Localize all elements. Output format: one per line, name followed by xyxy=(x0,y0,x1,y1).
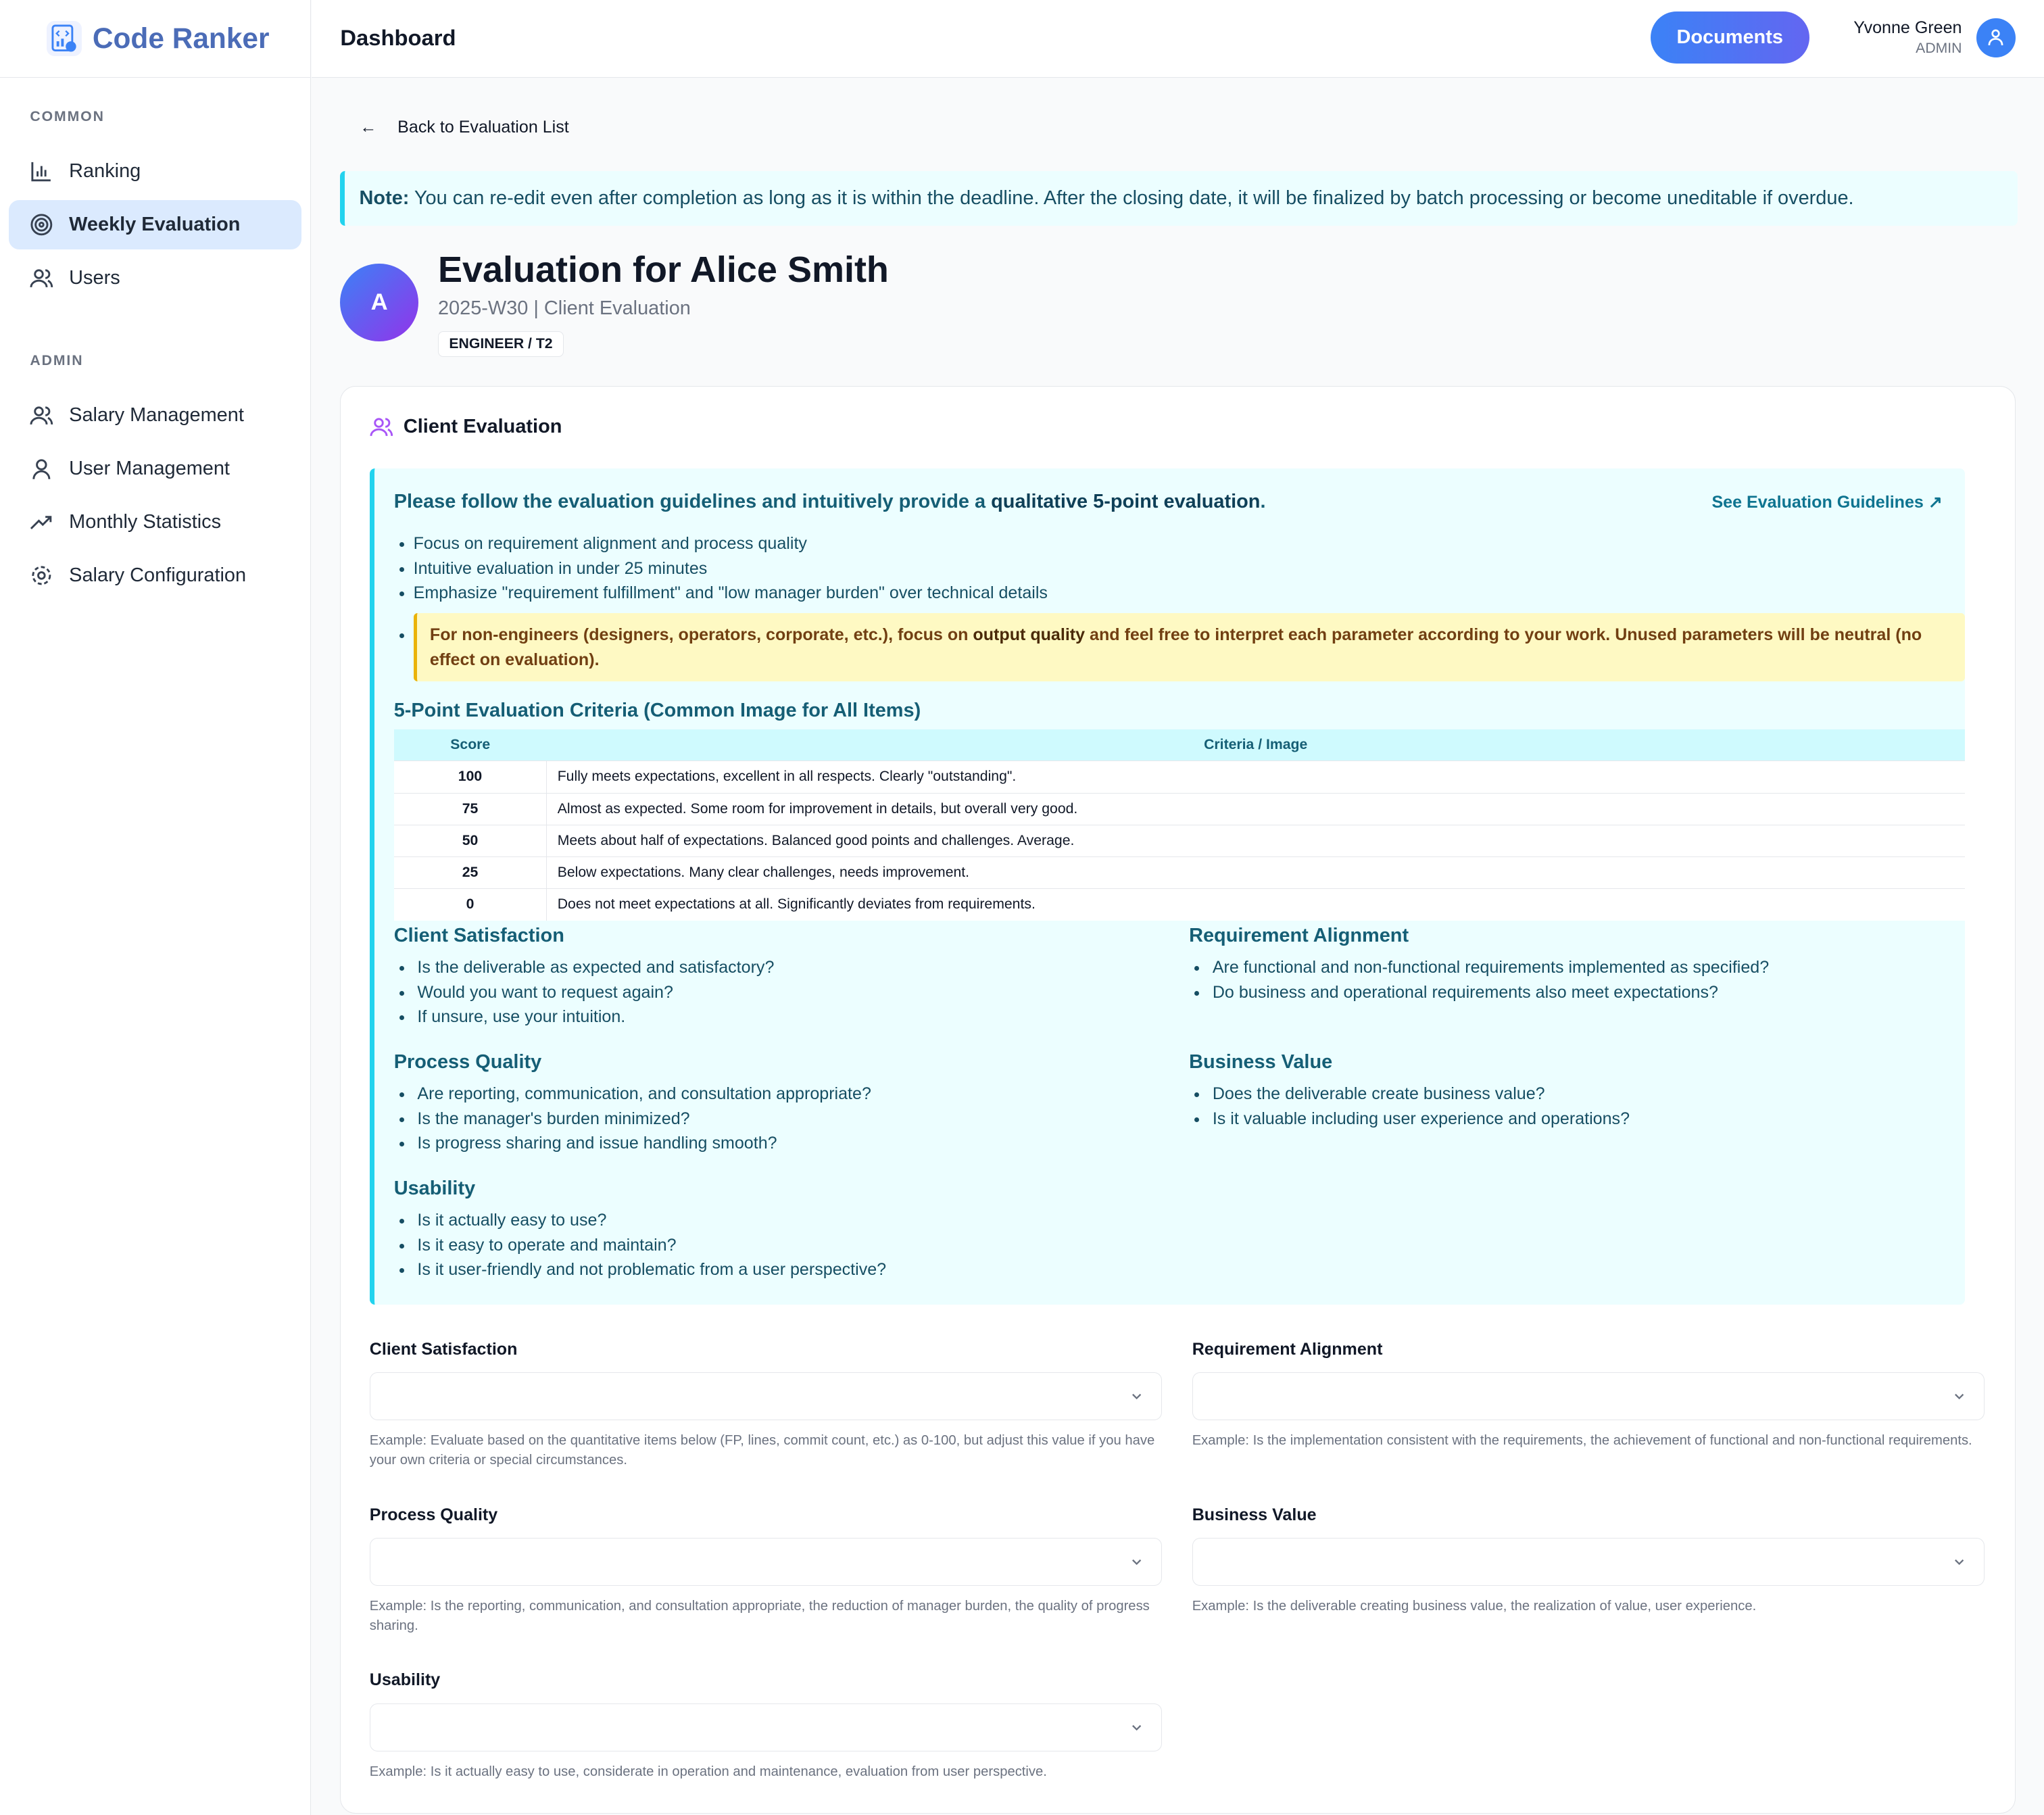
sidebar-item-label: Salary Configuration xyxy=(69,564,247,586)
sidebar-item-label: Users xyxy=(69,267,120,289)
sidebar-item-label: Salary Management xyxy=(69,404,244,426)
table-row xyxy=(394,857,1965,889)
link-label: See Evaluation Guidelines xyxy=(1711,493,1924,512)
guidelines-list xyxy=(394,531,1965,681)
requirement-alignment-select[interactable] xyxy=(1192,1372,1985,1420)
list-item: • Focus on requirement alignment and process quality xyxy=(414,531,1965,556)
list-item: • Is it user-friendly and not problematic from a user perspective? xyxy=(414,1257,1150,1282)
back-label: Back to Evaluation List xyxy=(397,117,569,137)
sidebar-item-salary-management[interactable] xyxy=(9,391,301,440)
field-client-satisfaction xyxy=(370,1340,1163,1470)
score-cell: 100 xyxy=(394,761,547,793)
target-icon xyxy=(30,213,53,237)
score-cell: 50 xyxy=(394,825,547,856)
table-row xyxy=(394,793,1965,825)
app-name: Code Ranker xyxy=(92,22,270,54)
section-label-admin: ADMIN xyxy=(30,352,84,368)
chevron-down-icon xyxy=(1953,1555,1966,1568)
field-label: Process Quality xyxy=(369,1505,498,1524)
field-hint: Example: Is the implementation consistent with the requirements, the achievement of functional and non-functional requirements. xyxy=(1192,1432,1972,1448)
section-business-value xyxy=(1189,1051,1945,1131)
sidebar xyxy=(0,0,311,1815)
chevron-down-icon xyxy=(1130,1721,1143,1734)
section-client-satisfaction xyxy=(394,925,1150,1029)
warning-post: and feel free to interpret each parameter according to your work. Unused parameters will be neutral (no effect on evaluation). xyxy=(429,625,1922,669)
note-text: You can re-edit even after completion as long as it is within the deadline. After the closing date, it will be finalized by batch processing or become uneditable if overdue. xyxy=(409,187,1854,209)
sidebar-item-monthly-statistics[interactable] xyxy=(9,498,301,547)
sidebar-item-users[interactable] xyxy=(9,253,301,303)
user-name: Yvonne Green xyxy=(1853,18,1962,37)
criteria-cell: Does not meet expectations at all. Significantly deviates from requirements. xyxy=(547,889,1965,921)
evaluatee-avatar: A xyxy=(340,264,418,342)
sidebar-item-weekly-evaluation[interactable] xyxy=(9,200,301,249)
note-banner xyxy=(340,171,2017,226)
process-quality-select[interactable] xyxy=(370,1538,1163,1586)
card-title xyxy=(370,415,562,439)
field-label: Usability xyxy=(369,1670,441,1690)
arrow-left-icon: ← xyxy=(360,117,377,137)
field-label: Client Satisfaction xyxy=(369,1339,518,1359)
chevron-down-icon xyxy=(1130,1390,1143,1403)
list-item: • Does the deliverable create business value? xyxy=(1209,1082,1945,1107)
documents-button[interactable]: Documents xyxy=(1651,11,1809,64)
score-cell: 25 xyxy=(394,857,547,889)
score-cell: 75 xyxy=(394,793,547,825)
users-icon xyxy=(370,415,393,439)
logo-icon xyxy=(47,21,82,56)
warning-bold: output quality xyxy=(973,625,1086,644)
sidebar-item-label: Weekly Evaluation xyxy=(69,214,241,236)
guidelines-panel xyxy=(370,468,1965,1304)
user-role: ADMIN xyxy=(1916,40,1962,56)
criteria-cell: Below expectations. Many clear challenges, needs improvement. xyxy=(547,857,1965,889)
field-usability xyxy=(370,1670,1163,1781)
list-item: • Is it valuable including user experience and operations? xyxy=(1209,1107,1945,1132)
sidebar-item-user-management[interactable] xyxy=(9,444,301,493)
section-title: Business Value xyxy=(1189,1051,1333,1073)
list-item: • Emphasize "requirement fulfillment" and "low manager burden" over technical details xyxy=(414,581,1965,606)
heading-bold: qualitative 5-point evaluation xyxy=(991,491,1261,513)
list-item: • Is the deliverable as expected and satisfactory? xyxy=(414,955,1150,980)
sidebar-item-salary-configuration[interactable] xyxy=(9,551,301,600)
users-icon xyxy=(30,266,53,290)
field-label: Business Value xyxy=(1192,1505,1317,1524)
criteria-title: 5-Point Evaluation Criteria (Common Image for All Items) xyxy=(393,699,921,721)
note-label: Note: xyxy=(359,187,410,209)
evaluation-subtitle: 2025-W30 | Client Evaluation xyxy=(437,297,691,319)
section-title: Process Quality xyxy=(393,1051,542,1073)
section-usability xyxy=(394,1178,1150,1282)
client-evaluation-card xyxy=(340,386,2015,1814)
trending-up-icon xyxy=(30,510,53,534)
list-item: • Do business and operational requirements also meet expectations? xyxy=(1209,980,1945,1005)
warning-pre: For non-engineers (designers, operators, corporate, etc.), focus on xyxy=(429,625,973,644)
gear-icon xyxy=(30,564,53,587)
list-item: • Is the manager's burden minimized? xyxy=(414,1107,1150,1132)
table-header: Score xyxy=(394,729,547,761)
page-title: Dashboard xyxy=(340,24,456,50)
list-item: • Is it easy to operate and maintain? xyxy=(414,1233,1150,1258)
usability-select[interactable] xyxy=(370,1703,1163,1751)
table-header: Criteria / Image xyxy=(547,729,1965,761)
list-item: • Are functional and non-functional requirements implemented as specified? xyxy=(1209,955,1945,980)
list-item: • If unsure, use your intuition. xyxy=(414,1005,1150,1030)
user-avatar[interactable] xyxy=(1976,18,2016,57)
criteria-cell: Fully meets expectations, excellent in all respects. Clearly "outstanding". xyxy=(547,761,1965,793)
list-item xyxy=(414,613,1965,681)
field-hint: Example: Is the reporting, communication, and consultation appropriate, the reduction of manager burden, the quality of progress sharing. xyxy=(369,1598,1150,1633)
sidebar-item-label: Ranking xyxy=(69,160,141,183)
guidelines-heading xyxy=(394,491,1266,513)
sidebar-item-ranking[interactable] xyxy=(9,147,301,196)
criteria-cell: Meets about half of expectations. Balanced good points and challenges. Average. xyxy=(547,825,1965,856)
back-link[interactable] xyxy=(360,118,568,137)
logo[interactable] xyxy=(0,0,310,78)
list-item: • Is it actually easy to use? xyxy=(414,1208,1150,1233)
evaluation-title: Evaluation for Alice Smith xyxy=(437,249,889,291)
see-guidelines-link[interactable] xyxy=(1711,492,1942,512)
user-icon xyxy=(1987,28,2005,47)
sidebar-item-label: Monthly Statistics xyxy=(69,510,222,533)
card-title-text: Client Evaluation xyxy=(403,416,562,438)
list-item: • Intuitive evaluation in under 25 minutes xyxy=(414,556,1965,581)
section-title: Usability xyxy=(393,1178,476,1200)
field-business-value xyxy=(1192,1505,1985,1616)
heading-pre: Please follow the evaluation guidelines and intuitively provide a xyxy=(393,491,992,513)
field-label: Requirement Alignment xyxy=(1192,1339,1383,1359)
table-row xyxy=(394,889,1965,921)
non-engineer-warning xyxy=(414,613,1965,681)
table-row xyxy=(394,761,1965,793)
section-title: Requirement Alignment xyxy=(1189,925,1409,947)
top-header xyxy=(312,0,2044,78)
criteria-cell: Almost as expected. Some room for improvement in details, but overall very good. xyxy=(547,793,1965,825)
chevron-down-icon xyxy=(1130,1555,1143,1568)
section-process-quality xyxy=(394,1051,1150,1155)
field-hint: Example: Evaluate based on the quantitative items below (FP, lines, commit count, etc.) as 0-100, but adjust this value if you have your own criteria or special circumstances. xyxy=(369,1432,1155,1468)
field-hint: Example: Is the deliverable creating business value, the realization of value, user experience. xyxy=(1192,1598,1757,1614)
section-label-common: COMMON xyxy=(30,109,105,125)
field-requirement-alignment xyxy=(1192,1340,1985,1451)
table-row xyxy=(394,825,1965,856)
section-requirement-alignment xyxy=(1189,925,1945,1005)
list-item: • Would you want to request again? xyxy=(414,980,1150,1005)
field-process-quality xyxy=(370,1505,1163,1636)
field-hint: Example: Is it actually easy to use, considerate in operation and maintenance, evaluation from user perspective. xyxy=(369,1764,1047,1779)
role-badge: ENGINEER / T2 xyxy=(438,331,564,357)
list-item: • Are reporting, communication, and consultation appropriate? xyxy=(414,1082,1150,1107)
bar-chart-icon xyxy=(30,160,53,183)
user-icon xyxy=(30,457,53,481)
users-icon xyxy=(30,404,53,427)
section-title: Client Satisfaction xyxy=(393,925,564,947)
evaluation-header xyxy=(438,249,889,357)
user-info xyxy=(1853,18,1962,57)
business-value-select[interactable] xyxy=(1192,1538,1985,1586)
sidebar-item-label: User Management xyxy=(69,457,230,479)
chevron-down-icon xyxy=(1953,1390,1966,1403)
list-item: • Is progress sharing and issue handling smooth? xyxy=(414,1131,1150,1156)
score-cell: 0 xyxy=(394,889,547,921)
criteria-table xyxy=(394,729,1965,921)
heading-post: . xyxy=(1260,491,1266,513)
client-satisfaction-select[interactable] xyxy=(370,1372,1163,1420)
external-link-icon: ↗ xyxy=(1928,493,1943,512)
